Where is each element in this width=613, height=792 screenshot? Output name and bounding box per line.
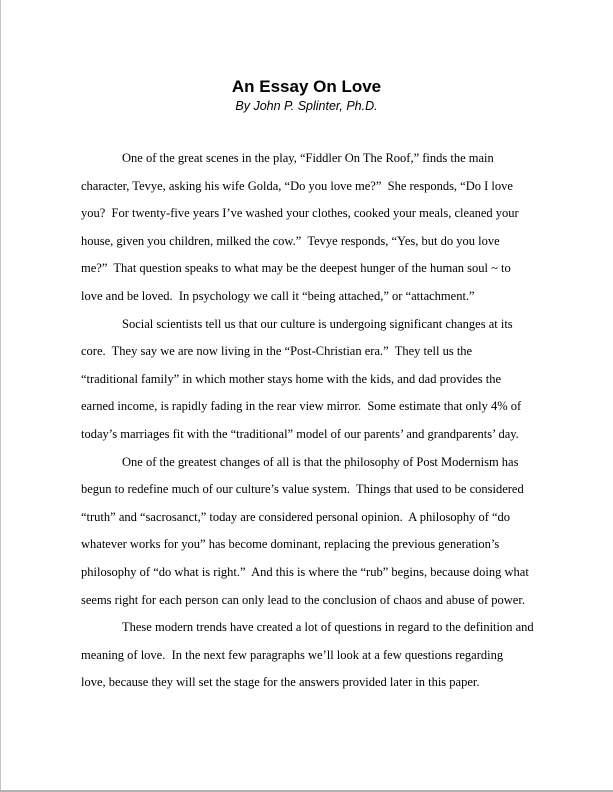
- essay-line: begun to redefine much of our culture’s value system. Things that used to be considered: [81, 482, 524, 497]
- essay-line: philosophy of “do what is right.” And this is where the “rub” begins, because doing what: [81, 564, 529, 579]
- essay-body: [81, 145, 551, 697]
- essay-line: me?” That question speaks to what may be the deepest hunger of the human soul ~ to: [81, 261, 511, 276]
- essay-line: character, Tevye, asking his wife Golda, “Do you love me?” She responds, “Do I love: [81, 178, 513, 193]
- essay-line: One of the greatest changes of all is that the philosophy of Post Modernism has: [122, 454, 519, 469]
- essay-title: An Essay On Love: [231, 77, 382, 96]
- essay-line: earned income, is rapidly fading in the rear view mirror. Some estimate that only 4% of: [81, 399, 522, 414]
- page-left-edge: [0, 0, 1, 792]
- essay-line: meaning of love. In the next few paragraphs we’ll look at a few questions regarding: [81, 647, 504, 662]
- essay-line: seems right for each person can only lead to the conclusion of chaos and abuse of power.: [81, 592, 525, 607]
- essay-line: today’s marriages fit with the “traditional” model of our parents’ and grandparents’ day.: [81, 426, 519, 441]
- essay-line: One of the great scenes in the play, “Fiddler On The Roof,” finds the main: [122, 151, 494, 165]
- essay-line: house, given you children, milked the cow.” Tevye responds, “Yes, but do you love: [81, 233, 500, 248]
- essay-line: you? For twenty-five years I’ve washed your clothes, cooked your meals, cleaned your: [81, 206, 519, 221]
- essay-line: These modern trends have created a lot of questions in regard to the definition and: [122, 620, 534, 635]
- essay-byline: By John P. Splinter, Ph.D.: [235, 99, 378, 113]
- essay-line: “traditional family” in which mother stays home with the kids, and dad provides the: [81, 371, 502, 386]
- essay-line: Social scientists tell us that our culture is undergoing significant changes at its: [122, 316, 513, 331]
- essay-line: love, because they will set the stage for the answers provided later in this paper.: [81, 675, 480, 690]
- essay-line: love and be loved. In psychology we call it “being attached,” or “attachment.”: [81, 288, 475, 303]
- essay-line: “truth” and “sacrosanct,” today are considered personal opinion. A philosophy of “do: [81, 509, 511, 524]
- essay-line: whatever works for you” has become dominant, replacing the previous generation’s: [81, 537, 500, 552]
- essay-line: core. They say we are now living in the “Post-Christian era.” They tell us the: [81, 344, 473, 359]
